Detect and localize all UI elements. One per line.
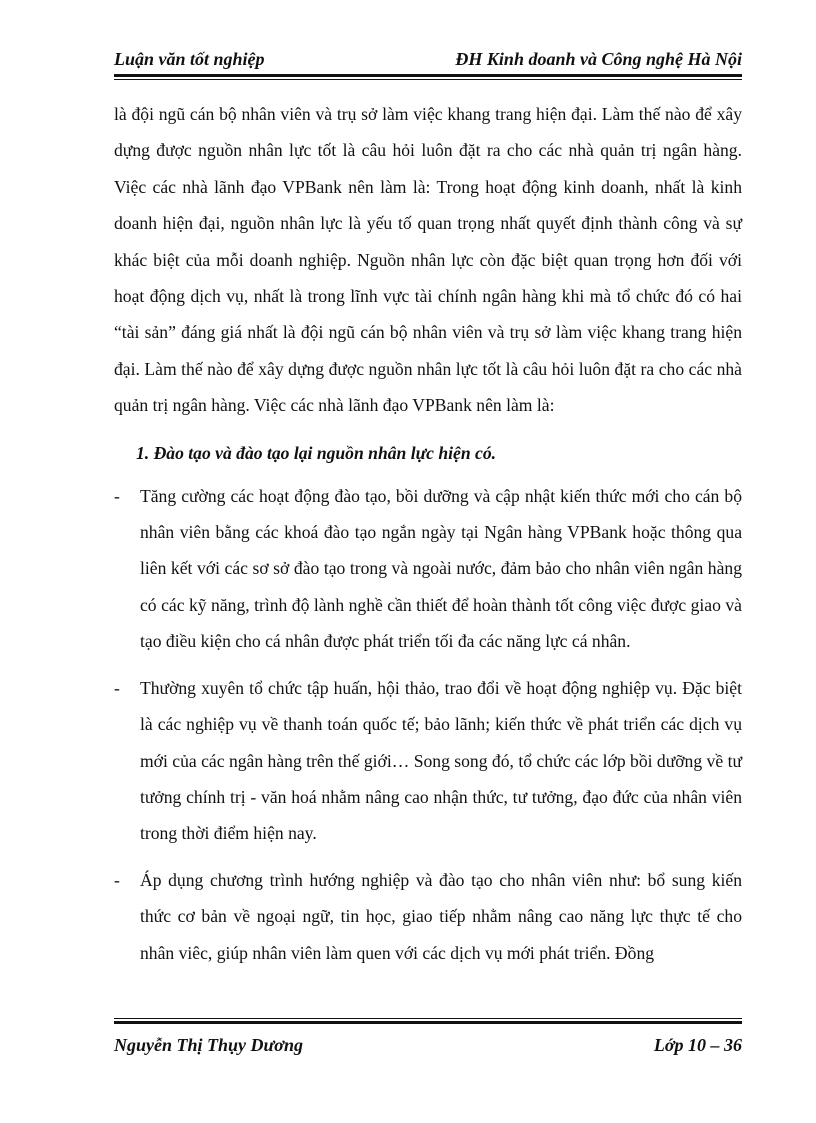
header-rule-thick [114,74,742,77]
bullet-item [114,862,742,971]
header-rule-thin [114,79,742,80]
bullet-item [114,478,742,660]
bullet-text: Áp dụng chương trình hướng nghiệp và đào tạo cho nhân viên như: bổ sung kiến thức cơ bản về ngoại ngữ, tin học, giao tiếp nhằm nâng cao năng lực thực tế cho nhân viêc, giúp nhân viên làm quen với các dịch vụ mới phát triển. Đồng [140,869,742,963]
page-body [114,96,742,971]
footer-rule-thin [114,1018,742,1019]
bullet-text: Thường xuyên tổ chức tập huấn, hội thảo, trao đổi về hoạt động nghiệp vụ. Đặc biệt là các nghiệp vụ về thanh toán quốc tế; bảo lãnh; kiến thức về phát triển các dịch vụ mới của các ngân hàng trên thế giới… Song song đó, tổ chức các lớp bồi dưỡng về tư tưởng chính trị - văn hoá nhằm nâng cao nhận thức, tư tưởng, đạo đức của nhân viên trong thời điểm hiện nay. [140,677,742,844]
footer-author-name: Nguyễn Thị Thụy Dương [114,1035,303,1055]
bullet-text: Tăng cường các hoạt động đào tạo, bồi dưỡng và cập nhật kiến thức mới cho cán bộ nhân viên bằng các khoá đào tạo ngắn ngày tại Ngân hàng VPBank hoặc thông qua liên kết với các sơ sở đào tạo trong và ngoài nước, đảm bảo cho nhân viên ngân hàng có các kỹ năng, trình độ lành nghề cần thiết để hoàn thành tốt công việc được giao và tạo điều kiện cho cá nhân được phát triển tối đa các năng lực cá nhân. [140,485,742,652]
footer-class-label: Lớp 10 – 36 [653,1035,742,1055]
bullet-marker: - [114,677,120,698]
header-university-label: ĐH Kinh doanh và Công nghệ Hà Nội [455,49,742,69]
bullet-marker: - [114,485,120,506]
bullet-item [114,670,742,852]
intro-paragraph: là đội ngũ cán bộ nhân viên và trụ sở làm việc khang trang hiện đại. Làm thế nào để xây dựng được nguồn nhân lực tốt là câu hỏi luôn đặt ra cho các nhà quản trị ngân hàng. Việc các nhà lãnh đạo VPBank nên làm là: Trong hoạt động kinh doanh, nhất là kinh doanh hiện đại, nguồn nhân lực là yếu tố quan trọng nhất quyết định thành công và sự khác biệt của mỗi doanh nghiệp. Nguồn nhân lực còn đặc biệt quan trọng hơn đối với hoạt động dịch vụ, nhất là trong lĩnh vực tài chính ngân hàng khi mà tổ chức đó có hai “tài sản” đáng giá nhất là đội ngũ cán bộ nhân viên và trụ sở làm việc khang trang hiện đại. Làm thế nào để xây dựng được nguồn nhân lực tốt là câu hỏi luôn đặt ra cho các nhà quản trị ngân hàng. Việc các nhà lãnh đạo VPBank nên làm là: [114,104,742,416]
section-heading: 1. Đào tạo và đào tạo lại nguồn nhân lực hiện có. [136,442,497,463]
page-footer [114,1018,742,1058]
header-thesis-label: Luận văn tốt nghiệp [114,49,265,69]
page-header [114,48,742,78]
footer-rule-thick [114,1021,742,1024]
bullet-marker: - [114,869,120,890]
